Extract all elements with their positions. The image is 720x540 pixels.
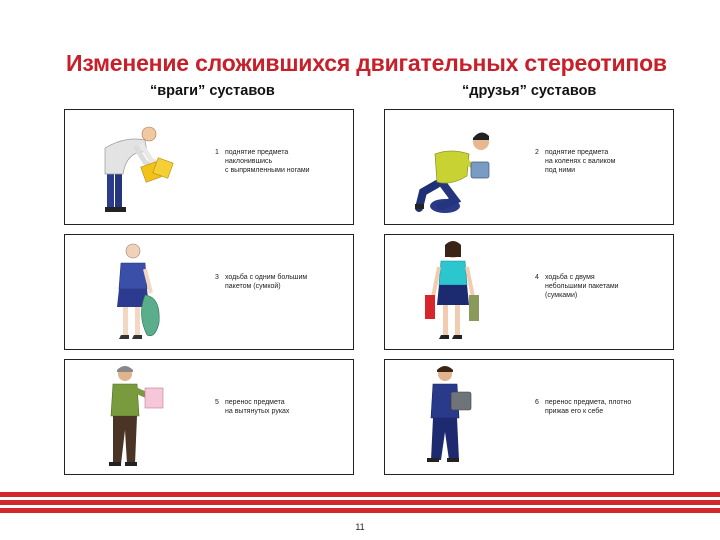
panel-text: ходьба с двумя небольшими пакетами (сумками)	[545, 274, 619, 299]
panel-text: поднятие предмета наклонившись с выпрямленными ногами	[225, 149, 310, 174]
panel-number: 3	[215, 274, 219, 281]
panel-caption	[535, 273, 665, 300]
figure-walking-two-bags	[385, 235, 515, 349]
figure-carry-outstretched	[65, 360, 195, 474]
enemies-heading: “враги” суставов	[150, 83, 275, 99]
panel-number: 2	[535, 149, 539, 156]
panel-caption	[215, 398, 345, 425]
friends-heading: “друзья” суставов	[462, 83, 597, 99]
panel-carry-close	[384, 359, 674, 475]
panel-number: 5	[215, 399, 219, 406]
figure-bending-straight-legs	[65, 110, 195, 224]
panel-text: перенос предмета на вытянутых руках	[225, 399, 290, 415]
panel-caption	[215, 148, 345, 175]
page-title: Изменение сложившихся двигательных стереотипов	[66, 50, 667, 76]
panel-number: 4	[535, 274, 539, 281]
footer-stripe	[0, 500, 720, 505]
footer-stripe	[0, 492, 720, 497]
panel-caption	[535, 398, 665, 425]
figure-walking-one-bag	[65, 235, 195, 349]
figure-carry-close	[385, 360, 515, 474]
page-number: 11	[355, 522, 365, 532]
panel-lift-kneeling	[384, 109, 674, 225]
panel-caption	[535, 148, 665, 175]
panel-number: 1	[215, 149, 219, 156]
panel-text: ходьба с одним большим пакетом (сумкой)	[225, 274, 308, 290]
figure-kneeling-lift	[385, 110, 515, 224]
panel-walk-two-bags	[384, 234, 674, 350]
footer-stripe	[0, 508, 720, 513]
panel-text: поднятие предмета на коленях с валиком под ними	[545, 149, 616, 174]
panel-walk-one-bag	[64, 234, 354, 350]
panel-lift-straight-legs	[64, 109, 354, 225]
panel-number: 6	[535, 399, 539, 406]
panel-carry-outstretched	[64, 359, 354, 475]
panel-text: перенос предмета, плотно прижав его к себе	[545, 399, 632, 415]
panel-caption	[215, 273, 345, 300]
